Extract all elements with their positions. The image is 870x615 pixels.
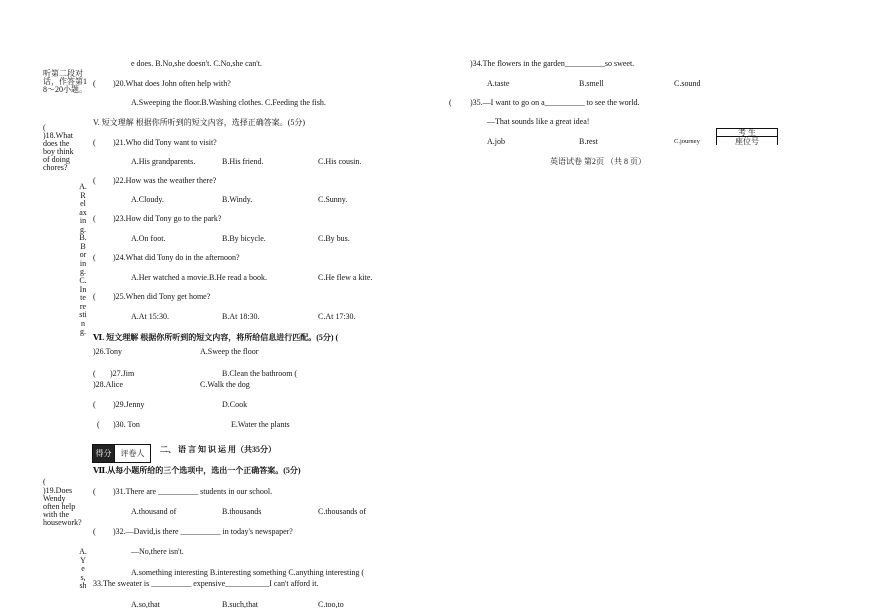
q22-question: )22.How was the weather there? <box>113 176 217 185</box>
q21-option-b: B.His friend. <box>222 157 264 166</box>
q35-option-a: A.job <box>487 137 505 146</box>
seat-number-box <box>716 128 778 145</box>
q30-item: )30. Ton <box>113 420 140 429</box>
q34-option-a: A.taste <box>487 79 510 88</box>
q18-options: A.Relaxing.B.Boring.C.Interesting. <box>79 182 87 337</box>
q24-options: A.Her watched a movie.B.He read a book. <box>131 273 267 282</box>
q22-paren: ( <box>93 176 96 185</box>
q34-question: )34.The flowers in the garden__________so sweet. <box>470 59 635 68</box>
page-footer: 英语试卷 第2页 （共 8 页） <box>550 157 646 166</box>
q34-option-b: B.smell <box>579 79 604 88</box>
q26-match: A.Sweep the floor <box>200 347 259 356</box>
q22-option-b: B.Windy. <box>222 195 253 204</box>
q25-option-b: B.At 18:30. <box>222 312 260 321</box>
q30-paren: ( <box>97 420 100 429</box>
q35-reply: —That sounds like a great idea! <box>487 117 590 126</box>
q33-option-b: B.such,that <box>222 600 258 609</box>
score-label: 得分 <box>93 445 114 462</box>
q21-option-a: A.His grandparents. <box>131 157 196 166</box>
q23-option-b: B.By bicycle. <box>222 234 266 243</box>
q28-match: C.Walk the dog <box>200 380 250 389</box>
q25-option-c: C.At 17:30. <box>318 312 356 321</box>
section-7-heading: Ⅶ.从每小题所给的三个选项中，选出一个正确答案。(5分) <box>93 466 301 475</box>
score-box <box>92 444 151 463</box>
q31-paren: ( <box>93 487 96 496</box>
q23-option-a: A.On foot. <box>131 234 166 243</box>
q18-paren: ( <box>43 123 46 132</box>
q25-option-a: A.At 15:30. <box>131 312 169 321</box>
q23-option-c: C.By bus. <box>318 234 350 243</box>
q24-option-c: C.He flew a kite. <box>318 273 373 282</box>
q22-option-c: C.Sunny. <box>318 195 348 204</box>
q32-reply: —No,there isn't. <box>131 547 184 556</box>
q32-options: A.something interesting B.interesting something C.anything interesting ( <box>131 568 365 577</box>
q29-match: D.Cook <box>222 400 248 409</box>
q27-match: B.Clean the bathroom ( <box>222 369 298 378</box>
q31-question: )31.There are __________ students in our school. <box>113 487 273 496</box>
q31-option-c: C.thousands of <box>318 507 366 516</box>
q21-question: )21.Who did Tony want to visit? <box>113 138 217 147</box>
section-6-heading: Ⅵ. 短文理解 根据你所听到的短文内容，将所给信息进行匹配。(5分) ( <box>93 333 339 342</box>
q35-option-b: B.rest <box>579 137 598 146</box>
seat-box-bottom-label: 座位号 <box>735 137 759 145</box>
q33-question: 33.The sweater is __________ expensive___________I can't afford it. <box>93 579 319 588</box>
q31-option-a: A.thousand of <box>131 507 177 516</box>
q19-options-continued: e does. B.No,she doesn't. C.No,she can't. <box>131 59 262 68</box>
q28-item: )28.Alice <box>93 380 123 389</box>
q35-paren: ( <box>449 98 452 107</box>
q20-options: A.Sweeping the floor.B.Washing clothes. C.Feeding the fish. <box>131 98 326 107</box>
q26-item: )26.Tony <box>93 347 122 356</box>
q31-option-b: B.thousands <box>222 507 262 516</box>
q32-paren: ( <box>93 527 96 536</box>
q21-paren: ( <box>93 138 96 147</box>
q35-option-c: C.journey <box>674 138 700 145</box>
q24-question: )24.What did Tony do in the afternoon? <box>113 253 240 262</box>
seat-box-top-label: 考 生 <box>738 128 756 137</box>
grader-label: 评卷人 <box>114 445 150 462</box>
q19-question: )19.Does Wendy often help with the housework? <box>43 486 82 527</box>
q27-paren: ( <box>93 369 96 378</box>
q21-option-c: C.His cousin. <box>318 157 362 166</box>
q27-item: )27.Jim <box>110 369 135 378</box>
listening-note: 听第二段对话，作答第18～20小题。 <box>43 69 87 94</box>
q18-question: )18.What does the boy think of doing chores? <box>43 131 74 172</box>
q20-paren: ( <box>93 79 96 88</box>
q35-question: )35.—I want to go on a__________ to see the world. <box>470 98 640 107</box>
q33-option-c: C.too,to <box>318 600 344 609</box>
q34-option-c: C.sound <box>674 79 701 88</box>
q25-question: )25.When did Tony get home? <box>113 292 211 301</box>
q20-question: )20.What does John often help with? <box>113 79 231 88</box>
q23-question: )23.How did Tony go to the park? <box>113 214 222 223</box>
q23-paren: ( <box>93 214 96 223</box>
q32-question: )32.—David,is there __________ in today's newspaper? <box>113 527 293 536</box>
part-2-title: 二、 语 言 知 识 运 用（共35分） <box>160 445 276 454</box>
q25-paren: ( <box>93 292 96 301</box>
q29-item: )29.Jenny <box>113 400 145 409</box>
q30-match: E.Water the plants <box>231 420 290 429</box>
section-5-heading: V. 短文理解 根据你所听到的短文内容，选择正确答案。(5分) <box>93 118 306 127</box>
q24-paren: ( <box>93 253 96 262</box>
q19-options: A.Yes,sh <box>79 547 87 591</box>
q22-option-a: A.Cloudy. <box>131 195 164 204</box>
q29-paren: ( <box>93 400 96 409</box>
q33-option-a: A.so,that <box>131 600 160 609</box>
q19-paren: ( <box>43 477 46 486</box>
